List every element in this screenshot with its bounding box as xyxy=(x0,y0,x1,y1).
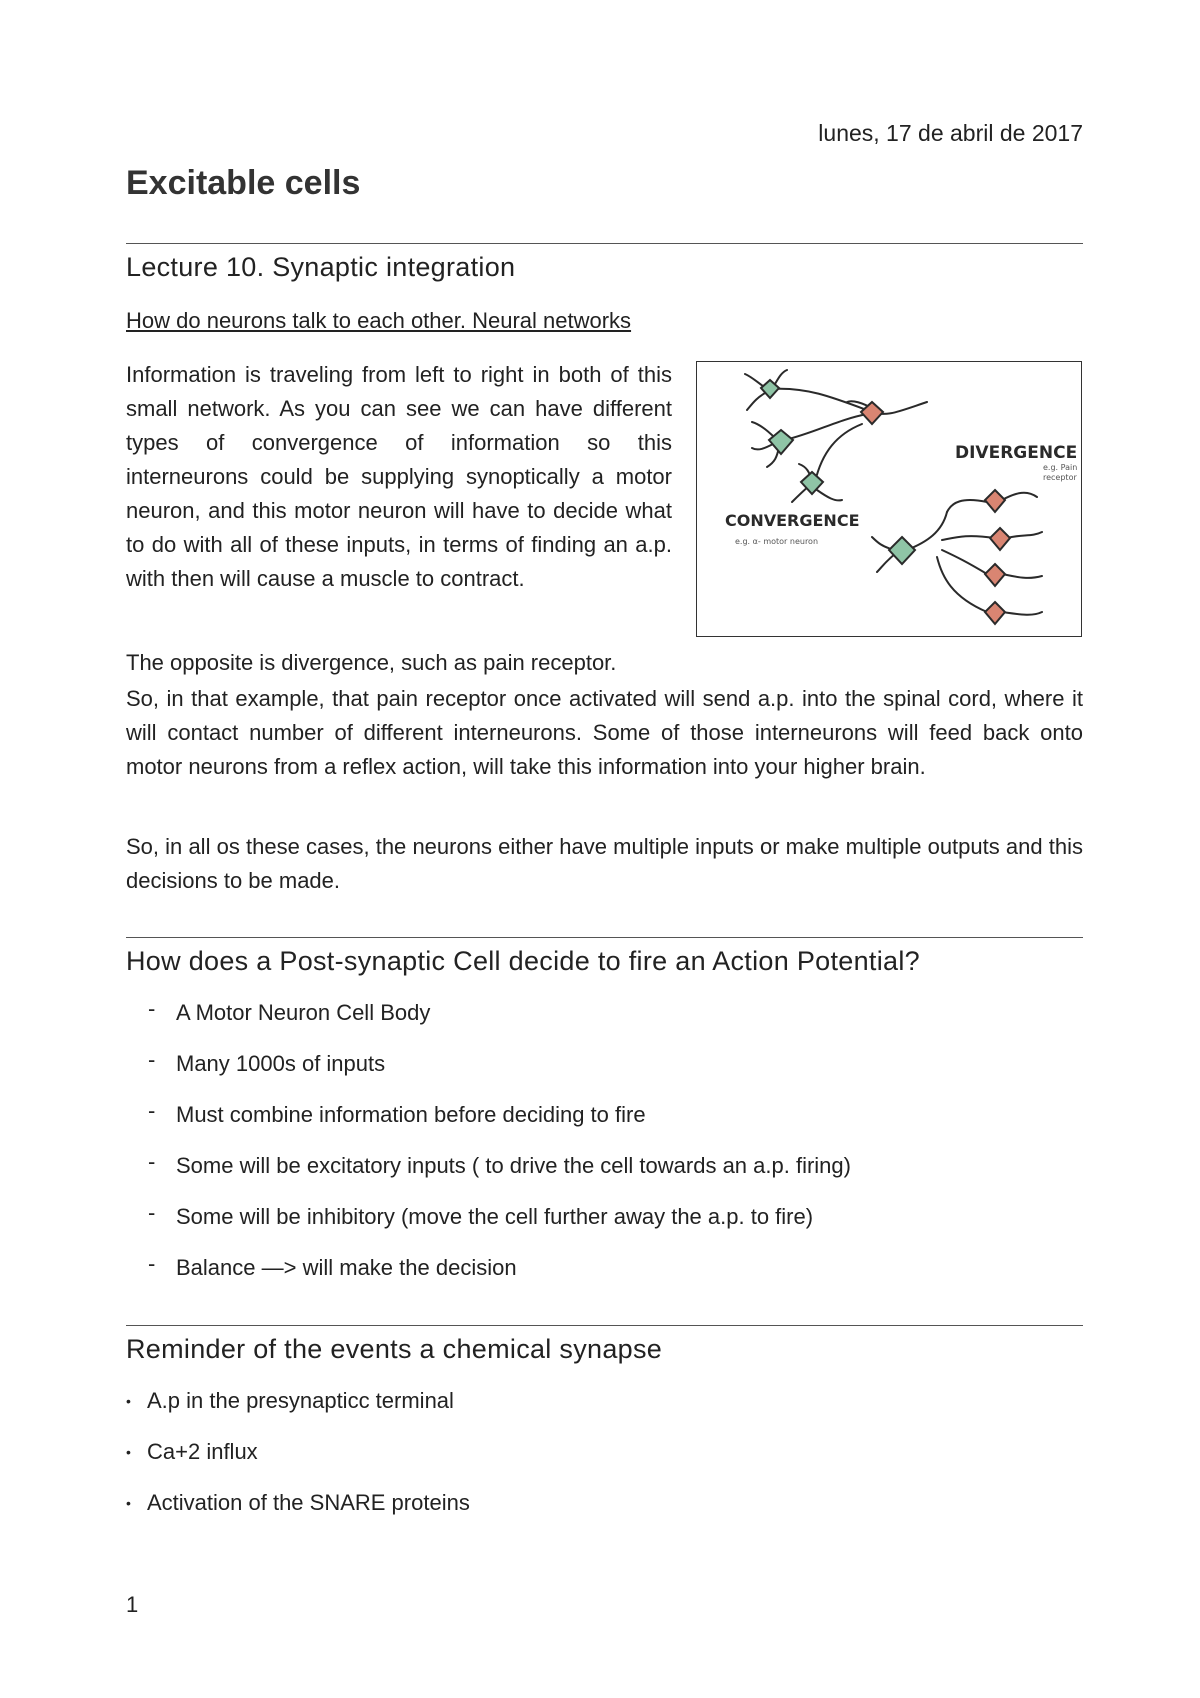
list-item: - Must combine information before deciding to fire xyxy=(148,1098,646,1127)
list-item: - Some will be excitatory inputs ( to drive the cell towards an a.p. firing) xyxy=(148,1149,851,1178)
section-divider xyxy=(126,937,1083,938)
list-item: - Some will be inhibitory (move the cell further away the a.p. to fire) xyxy=(148,1200,814,1229)
paragraph-summary: So, in all os these cases, the neurons either have multiple inputs or make multiple outputs and this decisions to be made. xyxy=(126,834,1083,893)
lecture-heading: Lecture 10. Synaptic integration xyxy=(126,252,516,282)
fire-decision-list xyxy=(148,996,851,1302)
green-neuron-icon xyxy=(769,430,793,454)
convergence-label: CONVERGENCE xyxy=(725,511,860,530)
paragraph-convergence: Information is traveling from left to right in both of this small network. As you can see we can have different types of convergence of information so this interneurons could be supplying synoptically a motor neuron, and this motor neuron will have to decide what to do with all of these inputs, in terms of finding an a.p. with then will cause a muscle to contract. xyxy=(126,362,672,591)
neural-networks-subheading: How do neurons talk to each other. Neural networks xyxy=(126,308,632,333)
divergence-intro: The opposite is divergence, such as pain receptor. xyxy=(126,650,617,675)
list-item: • Ca+2 influx xyxy=(126,1439,258,1464)
convergence-note: e.g. α- motor neuron xyxy=(735,537,819,546)
document-date: lunes, 17 de abril de 2017 xyxy=(818,120,1083,146)
red-neuron-icon xyxy=(985,564,1005,586)
list-item: • A.p in the presynapticc terminal xyxy=(126,1388,454,1413)
paragraph-divergence xyxy=(126,646,1083,784)
section-divider xyxy=(126,243,1083,244)
neuron-diagram xyxy=(697,362,1081,636)
green-neuron-icon xyxy=(889,537,915,564)
list-item: - Many 1000s of inputs xyxy=(148,1047,386,1076)
synapse-events-list xyxy=(126,1384,470,1537)
list-item: • Activation of the SNARE proteins xyxy=(126,1490,470,1515)
divergence-label: DIVERGENCE xyxy=(955,443,1078,463)
document-title: Excitable cells xyxy=(126,164,361,202)
divergence-note: receptor xyxy=(1043,473,1077,482)
list-item: - Balance —> will make the decision xyxy=(148,1251,517,1280)
synapse-events-heading: Reminder of the events a chemical synapse xyxy=(126,1334,663,1364)
page-number: 1 xyxy=(126,1592,139,1617)
divergence-example: So, in that example, that pain receptor once activated will send a.p. into the spinal cord, where it will contact number of different interneurons. Some of those interneurons will feed back onto motor neurons from a reflex action, will take this information into your higher brain. xyxy=(126,686,1083,779)
fire-decision-heading: How does a Post-synaptic Cell decide to fire an Action Potential? xyxy=(126,946,920,976)
red-neuron-icon xyxy=(990,528,1010,550)
red-neuron-icon xyxy=(985,490,1005,512)
list-item: - A Motor Neuron Cell Body xyxy=(148,996,431,1025)
divergence-note: e.g. Pain xyxy=(1043,463,1078,472)
red-neuron-icon xyxy=(985,602,1005,624)
document-page xyxy=(126,0,1083,1698)
neural-network-figure xyxy=(696,361,1082,637)
section-divider xyxy=(126,1325,1083,1326)
